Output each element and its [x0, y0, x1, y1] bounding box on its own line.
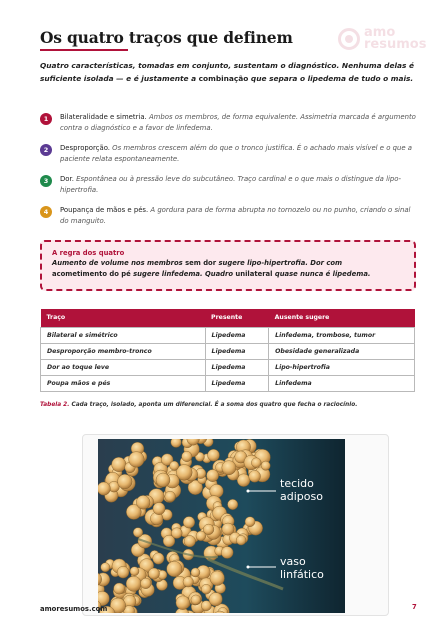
illustration-svg [98, 439, 345, 613]
rule-callout [40, 240, 416, 291]
brand-seal-icon [338, 28, 360, 50]
rule-callout-title: A regra dos quatro [52, 249, 125, 257]
list-item [40, 112, 420, 134]
fat-cell [251, 458, 261, 468]
fat-cell [183, 577, 193, 587]
fat-cell [141, 578, 152, 589]
intro-emphasis: combinação [198, 73, 249, 83]
trait-lead: Bilateralidade e simetria. [60, 113, 147, 121]
table-cell: Linfedema, trombose, tumor [269, 327, 415, 343]
fat-cell [153, 503, 165, 515]
trait-lead: Desproporção. [60, 144, 110, 152]
trait-description: Os membros crescem além do que o tronco justifica. É o achado mais visível e o que a paciente relata espontaneamente. [60, 144, 413, 163]
page-title: Os quatro traços que definem [40, 28, 293, 47]
rule-text-segment: sem dor [182, 259, 219, 267]
intro-paragraph [40, 60, 414, 85]
trait-lead: Dor. [60, 175, 74, 183]
fat-cell [249, 470, 261, 482]
intro-text-end: que separa o lipedema de tudo o mais. [248, 73, 414, 83]
table-body [41, 327, 415, 391]
intro-text: Quatro características, tomadas em conjunto, sustentam o diagnóstico. Nenhuma delas é suficiente isolada — e é justamente a [40, 61, 414, 83]
fat-cell [117, 566, 129, 578]
fat-cell [183, 517, 195, 529]
number-badge: 3 [40, 175, 52, 187]
table-cell: Poupa mãos e pés [41, 375, 206, 391]
fat-cell [129, 452, 145, 468]
fat-cell [171, 528, 182, 539]
table-header-row [41, 309, 415, 327]
fat-cell [191, 595, 201, 605]
table-cell: Lipedema [205, 327, 269, 343]
label-adipose-line2: adiposo [280, 490, 323, 503]
table-cell: Desproporção membro-tronco [41, 343, 206, 359]
fat-cell [176, 596, 190, 610]
traits-list [40, 112, 420, 236]
table-caption-text: Cada traço, isolado, aponta um diferencial. É a soma dos quatro que fecha o raciocínio. [69, 402, 358, 408]
table-cell: Linfedema [269, 375, 415, 391]
fat-cell [208, 449, 220, 461]
fat-cell [222, 461, 236, 475]
fat-cell [156, 473, 170, 487]
brand-watermark-text [364, 27, 426, 51]
fat-cell [222, 523, 234, 535]
fat-cell [221, 547, 233, 559]
table-cell: Bilateral e simétrico [41, 327, 206, 343]
label-adipose-line1: tecido [280, 477, 314, 490]
table-row [41, 343, 415, 359]
rule-text-segment: quase nunca é lipedema. [272, 269, 371, 278]
traits-table [40, 309, 415, 392]
fat-cell [165, 491, 176, 502]
rule-text-segment: acometimento do pé [52, 269, 131, 278]
trait-description: Ambos os membros, de forma equivalente. Assimetria marcada é argumento contra o diagnóstico e a favor de linfedema. [60, 113, 416, 132]
rule-text-segment: sugere lipo-hipertrofia. Dor com [218, 259, 343, 267]
brand-word-2: resumos [364, 37, 427, 52]
fat-cell [118, 474, 133, 489]
table-caption [40, 402, 357, 408]
fat-cell [201, 584, 211, 594]
table-row [41, 359, 415, 375]
adipose-tissue-illustration [98, 439, 345, 613]
fat-cell [261, 461, 270, 470]
brand-watermark [338, 24, 432, 54]
title-underline [40, 49, 128, 51]
fat-cell [236, 535, 246, 545]
table-cell: Lipedema [205, 359, 269, 375]
fat-cell [182, 451, 192, 461]
rule-text-segment: sugere linfedema. Quadro [130, 269, 236, 278]
column-header-absent: Ausente sugere [269, 309, 415, 327]
fat-cell [228, 499, 238, 509]
fat-cell [126, 576, 141, 591]
page-number: 7 [412, 603, 417, 611]
table-row [41, 375, 415, 391]
label-vessel-line2: linfático [280, 568, 324, 581]
table-caption-label: Tabela 2. [40, 402, 70, 408]
fat-cell [133, 528, 143, 538]
fat-cell [130, 567, 139, 576]
footer-site: amoresumos.com [40, 605, 108, 613]
fat-cell [209, 593, 222, 606]
fat-cell [171, 439, 182, 448]
table-cell: Obesidade generalizada [269, 343, 415, 359]
trait-lead: Poupança de mãos e pés. [60, 206, 149, 214]
rule-callout-text [52, 258, 405, 279]
fat-cell [203, 524, 214, 535]
label-vessel-line1: vaso [280, 555, 306, 568]
fat-cell [184, 536, 195, 547]
list-item [40, 174, 420, 196]
rule-text-segment: Aumento de volume nos membros [52, 259, 183, 267]
fat-cell [136, 495, 150, 509]
fat-cell [167, 561, 182, 576]
fat-cell [210, 571, 225, 586]
fat-cell [245, 517, 255, 527]
table-cell: Lipo-hipertrofia [269, 359, 415, 375]
table-cell: Dor ao toque leve [41, 359, 206, 375]
list-item [40, 205, 420, 227]
fat-cell [170, 461, 179, 470]
number-badge: 1 [40, 113, 52, 125]
fat-cell [98, 482, 110, 495]
column-header-trait: Traço [41, 309, 206, 327]
rule-text-segment: unilateral [235, 269, 273, 278]
figure-frame [82, 434, 389, 616]
trait-description: A gordura para de forma abrupta no tornozelo ou no punho, criando o sinal do manguito. [60, 206, 411, 225]
table-row [41, 327, 415, 343]
fat-cell [112, 457, 126, 471]
fat-cell [191, 568, 200, 577]
brand-word-1: amo [364, 25, 396, 40]
table-cell: Lipedema [205, 375, 269, 391]
fat-cell [101, 563, 110, 572]
table-cell: Lipedema [205, 343, 269, 359]
fat-cell [148, 568, 159, 579]
fat-cell [114, 583, 125, 594]
fat-cell [207, 470, 219, 482]
trait-description: Espontânea ou à pressão leve do subcutâneo. Traço cardinal e o que mais o distingue da lipo-hipertrofia. [60, 175, 401, 194]
fat-cell [153, 553, 164, 564]
number-badge: 4 [40, 206, 52, 218]
number-badge: 2 [40, 144, 52, 156]
column-header-present: Presente [205, 309, 269, 327]
list-item [40, 143, 420, 165]
